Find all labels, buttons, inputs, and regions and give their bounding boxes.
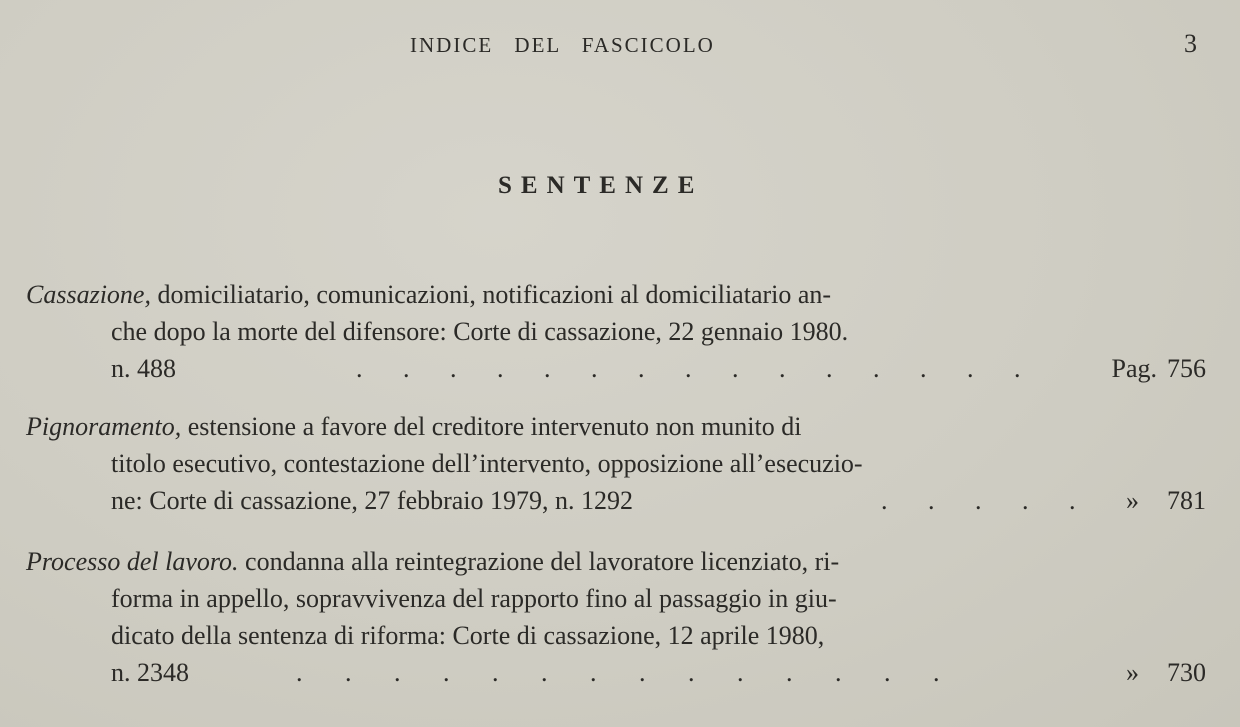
- entry-line: [26, 280, 831, 310]
- page-label: »: [1126, 486, 1139, 515]
- entry-line: forma in appello, sopravvivenza del rapporto fino al passaggio in giu-: [111, 584, 837, 613]
- dot-leader: . . . . . . . . . . . . . . .: [356, 354, 1021, 383]
- entry-line: ne: Corte di cassazione, 27 febbraio 1979, n. 1292: [111, 486, 634, 515]
- entry-text: estensione a favore del creditore intervenuto non munito di: [187, 412, 802, 441]
- page-reference: [1126, 658, 1206, 688]
- entry-line: titolo esecutivo, contestazione dell’intervento, opposizione all’esecuzio-: [111, 449, 863, 478]
- page-value: 756: [1167, 354, 1206, 383]
- page-reference: [1112, 354, 1207, 384]
- entry-lead: Pignoramento,: [26, 412, 182, 441]
- entry-line: dicato della sentenza di riforma: Corte di cassazione, 12 aprile 1980,: [111, 621, 825, 650]
- dot-leader: . . . . . . . . . . . . . .: [296, 658, 940, 687]
- page-value: 781: [1167, 486, 1206, 515]
- entry-line: n. 488: [111, 354, 176, 383]
- entry-line: [26, 547, 839, 577]
- entry-lead: Cassazione,: [26, 280, 151, 309]
- entry-line: [26, 412, 801, 442]
- entry-text: condanna alla reintegrazione del lavoratore licenziato, ri-: [245, 547, 840, 576]
- entry-lead: Processo del lavoro.: [26, 547, 239, 576]
- page-value: 730: [1167, 658, 1206, 687]
- dot-leader: . . . . .: [881, 486, 1076, 515]
- page-number: 3: [1184, 29, 1197, 58]
- page-label: »: [1126, 658, 1139, 687]
- entry-line: n. 2348: [111, 658, 189, 687]
- page-label: Pag.: [1111, 354, 1157, 383]
- page-reference: [1126, 486, 1206, 516]
- running-head: INDICE DEL FASCICOLO: [410, 33, 715, 57]
- entry-line: che dopo la morte del difensore: Corte di cassazione, 22 gennaio 1980.: [111, 317, 849, 346]
- section-title: SENTENZE: [498, 172, 704, 199]
- entry-text: domiciliatario, comunicazioni, notificazioni al domiciliatario an-: [157, 280, 832, 309]
